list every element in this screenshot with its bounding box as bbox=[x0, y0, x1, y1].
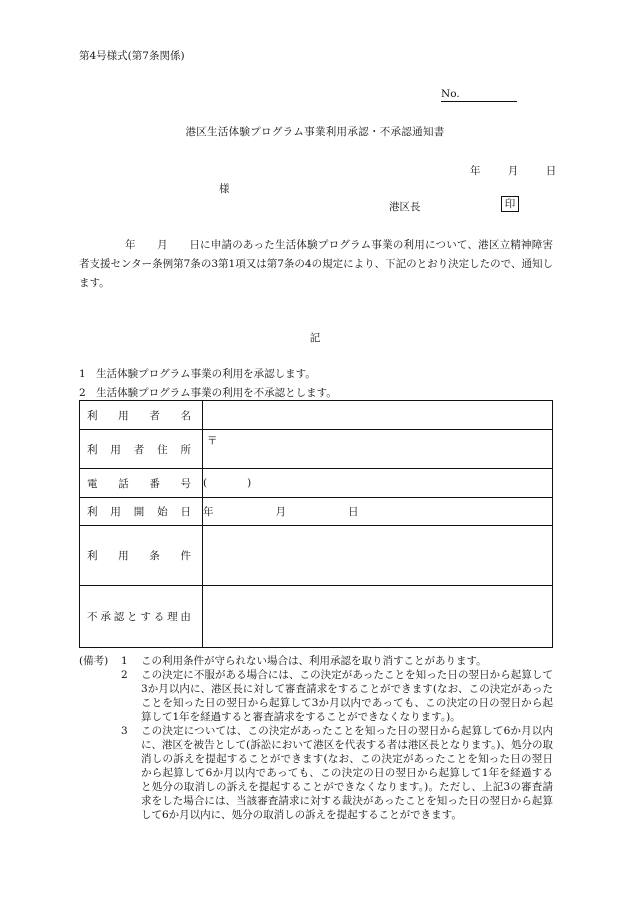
label-char: 由 bbox=[180, 611, 191, 623]
note-number: 3 bbox=[121, 725, 128, 737]
conditions-label bbox=[87, 548, 191, 563]
label-char: す bbox=[140, 611, 151, 623]
body-paragraph: 年 月 日に申請のあった生活体験プログラム事業の利用について、港区立精神障害者支援センター条例第7条の3第1項又は第7条の4の規定により、下記のとおり決定したので、通知します。 bbox=[79, 239, 553, 289]
label-char: 利 bbox=[87, 443, 98, 456]
label-char: 利 bbox=[87, 550, 98, 562]
document-number: No. bbox=[441, 88, 517, 102]
user-address-label bbox=[87, 442, 191, 457]
start-month: 月 bbox=[275, 506, 286, 518]
label-char: 条 bbox=[149, 550, 160, 562]
label-char: 始 bbox=[157, 506, 168, 518]
user-name-field[interactable] bbox=[203, 401, 553, 430]
table-row bbox=[80, 430, 553, 469]
label-char: 理 bbox=[167, 611, 178, 623]
label-char: 用 bbox=[110, 443, 121, 456]
label-char: 号 bbox=[180, 477, 191, 490]
label-char: 用 bbox=[118, 550, 129, 562]
table-row bbox=[80, 469, 553, 498]
start-day: 日 bbox=[348, 506, 359, 518]
label-char: 用 bbox=[110, 506, 121, 518]
label-char: 件 bbox=[180, 550, 191, 562]
document-title: 港区生活体験プログラム事業利用承認・不承認通知書 bbox=[185, 126, 445, 138]
paren-close: ) bbox=[247, 477, 252, 489]
label-char: と bbox=[127, 611, 138, 623]
note-text: この利用条件が守られない場合は、利用承認を取り消すことがあります。 bbox=[141, 655, 487, 667]
phone-field[interactable] bbox=[203, 469, 553, 498]
form-label: 第4号様式(第7条関係) bbox=[79, 50, 185, 62]
table-row bbox=[80, 586, 553, 648]
note-number: 2 bbox=[121, 669, 128, 681]
addressee-suffix: 様 bbox=[219, 183, 230, 195]
issue-date bbox=[470, 163, 556, 178]
day-label: 日 bbox=[545, 165, 557, 177]
label-char: 不 bbox=[87, 611, 98, 623]
approval-item: 1 生活体験プログラム事業の利用を承認します。 bbox=[79, 368, 316, 380]
label-char: 開 bbox=[133, 506, 145, 518]
label-char: 利 bbox=[87, 506, 98, 518]
year-label: 年 bbox=[470, 165, 481, 177]
label-char: 日 bbox=[180, 506, 191, 518]
ki-heading: 記 bbox=[309, 332, 321, 344]
start-year: 年 bbox=[203, 506, 214, 518]
rejection-item: 2 生活体験プログラム事業の利用を不承認とします。 bbox=[79, 387, 337, 399]
label-char: 所 bbox=[180, 443, 191, 456]
note-text: この決定については、この決定があったことを知った日の翌日から起算して6か月以内に、港区を被告として(訴訟において港区を代表する者は港区長となります。)、処分の取消しの訴えを提起することができます(なお、この決定があったことを知った日の翌日から起算して6か月以内であっても、この決定の日の翌日から起算して1年を経過すると処分の取消しの訴えを提起することができなくなります。)。ただし、上記3の審査請求をした場合には、当該審査請求に対する裁決があったことを知った日の翌日から起算して6か月以内に、処分の取消しの訴えを提起することができます。 bbox=[141, 725, 553, 821]
label-char: 利 bbox=[87, 409, 98, 422]
label-char: 電 bbox=[87, 477, 98, 490]
note-item bbox=[79, 654, 553, 668]
notes-section bbox=[79, 654, 553, 822]
notes-head: (備考) bbox=[79, 655, 109, 667]
user-address-field[interactable] bbox=[203, 430, 553, 469]
label-char: 者 bbox=[149, 409, 160, 422]
note-item bbox=[79, 724, 553, 822]
phone-label bbox=[87, 476, 191, 491]
label-char: 住 bbox=[157, 443, 168, 456]
label-char: 認 bbox=[113, 611, 125, 623]
info-table bbox=[79, 400, 553, 648]
table-row bbox=[80, 498, 553, 526]
label-char: る bbox=[153, 611, 165, 623]
table-row bbox=[80, 526, 553, 586]
start-date-field[interactable] bbox=[203, 498, 553, 526]
issuer: 港区長 bbox=[389, 201, 421, 213]
rejection-reason-label bbox=[87, 609, 191, 624]
label-char: 番 bbox=[149, 477, 160, 490]
postal-mark: 〒 bbox=[207, 435, 218, 447]
label-char: 承 bbox=[100, 611, 111, 623]
seal-stamp: 印 bbox=[501, 196, 519, 212]
label-char: 話 bbox=[118, 477, 129, 490]
note-item bbox=[79, 668, 553, 724]
user-name-label bbox=[87, 408, 191, 423]
rejection-reason-field[interactable] bbox=[203, 586, 553, 648]
month-label: 月 bbox=[507, 165, 519, 177]
label-char: 用 bbox=[118, 409, 129, 422]
label-char: 者 bbox=[133, 443, 145, 456]
note-text: この決定に不服がある場合には、この決定があったことを知った日の翌日から起算して3か月以内に、港区長に対して審査請求をすることができます(なお、この決定があったことを知った日の翌日から起算して3か月以内であっても、この決定の日の翌日から起算して1年を経過すると審査請求をすることができなくなります。)。 bbox=[141, 669, 553, 723]
table-row bbox=[80, 401, 553, 430]
note-number: 1 bbox=[121, 655, 128, 667]
start-date-label bbox=[87, 504, 191, 519]
paren-open: ( bbox=[203, 477, 208, 489]
conditions-field[interactable] bbox=[203, 526, 553, 586]
label-char: 名 bbox=[180, 409, 191, 422]
